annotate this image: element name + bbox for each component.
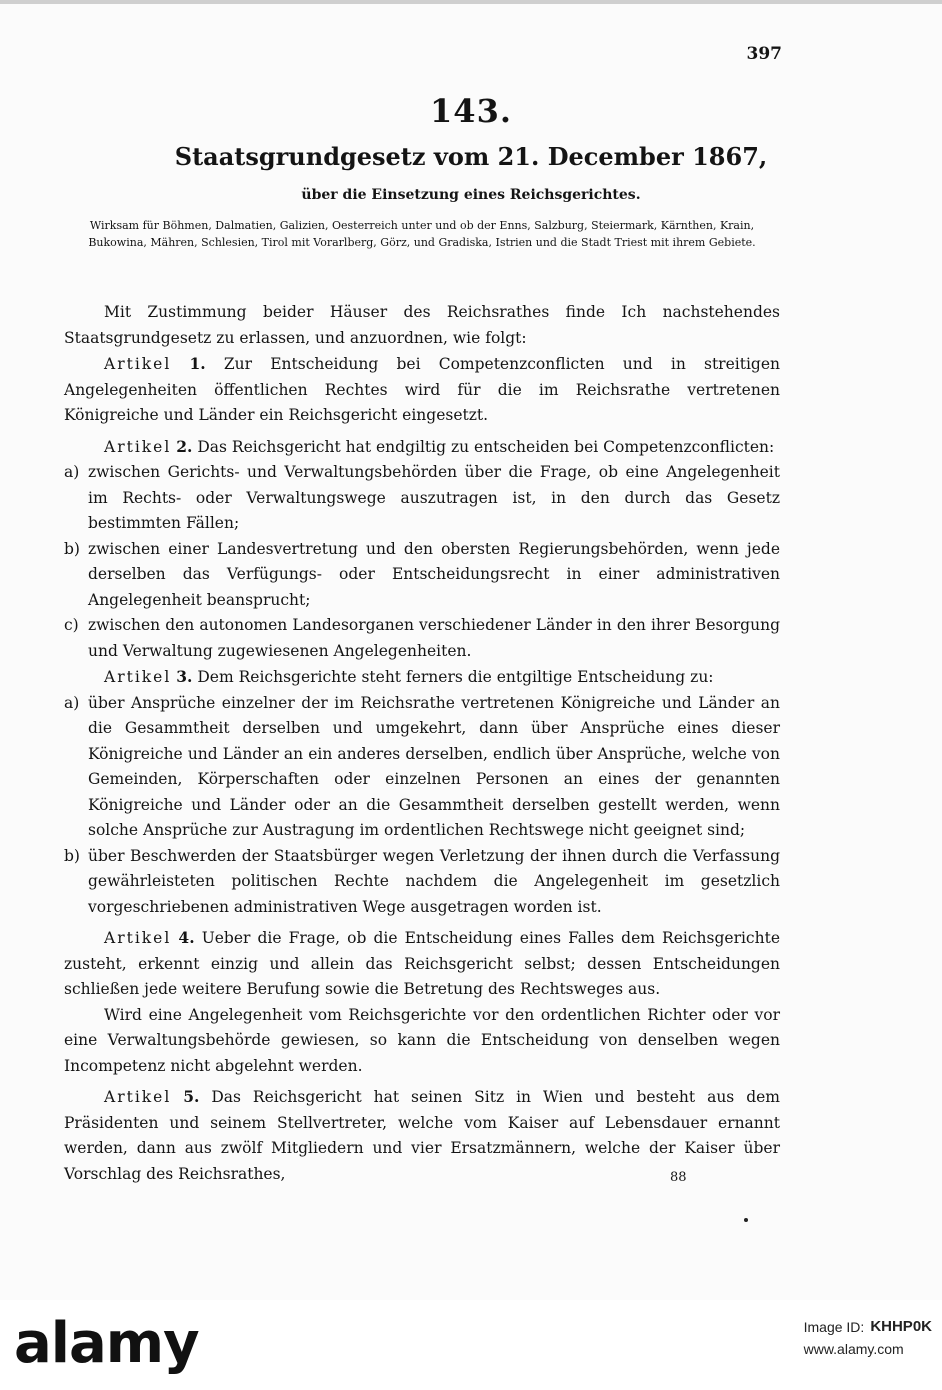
article-label: Artikel xyxy=(104,1088,172,1106)
list-item xyxy=(64,613,780,664)
item-text: zwischen einer Landesvertretung und den obersten Regierungsbehörden, wenn jede derselben das Verfügungs- oder Entscheidungsrecht in einer administrativen Angelegenheit beansprucht; xyxy=(88,539,780,609)
article-number: 3. xyxy=(176,667,193,686)
scope-note: Wirksam für Böhmen, Dalmatien, Galizien, Oesterreich unter und ob der Enns, Salzburg, Steiermark, Kärnthen, Krain, Bukowina, Mähren, Schlesien, Tirol mit Vorarlberg, Görz, und Gradiska, Istrien und die Stadt Triest mit ihrem Gebiete. xyxy=(88,219,756,249)
stock-banner xyxy=(0,1300,942,1390)
article-text: Dem Reichsgerichte steht ferners die entgiltige Entscheidung zu: xyxy=(197,668,714,686)
article-1 xyxy=(64,351,780,429)
item-text: zwischen den autonomen Landesorganen verschiedener Länder in den ihrer Besorgung und Verwaltung zugewiesenen Angelegenheiten. xyxy=(88,616,780,660)
sheet-signature: 88 xyxy=(670,1170,687,1185)
list-item xyxy=(64,844,780,921)
article-text: Ueber die Frage, ob die Entscheidung eines Falles dem Reichsgerichte zusteht, erkennt einzig und allein das Reichsgericht selbst; dessen Entscheidungen schließen jede weitere Berufung sowie die Betretung des Rechtsweges aus. xyxy=(64,929,780,998)
article-number: 4. xyxy=(178,928,195,947)
item-marker: b) xyxy=(64,539,80,558)
item-text: über Ansprüche einzelner der im Reichsrathe vertretenen Königreiche und Länder an die Gesammtheit derselben und umgekehrt, dann über Ansprüche eines dieser Königreiche und Länder an ein anderes derselben, endlich über Ansprüche, welche von Gemeinden, Körperschaften oder einzelnen Personen an eines der genannten Königreiche und Länder oder an die Gesammtheit derselben gestellt werden, wenn solche Ansprüche zur Austragung im ordentlichen Rechtswege nicht geeignet sind; xyxy=(88,693,780,839)
article-text: Das Reichsgericht hat endgiltig zu entscheiden bei Competenzconflicten: xyxy=(197,437,775,456)
item-marker: a) xyxy=(64,463,80,481)
page-number: 397 xyxy=(746,44,782,64)
list-item xyxy=(64,691,780,844)
article-text: Das Reichsgericht hat seinen Sitz in Wien und besteht aus dem Präsidenten und seinem Stellvertreter, welche vom Kaiser auf Lebensdauer ernannt werden, dann aus zwölf Mitgliedern und vier Ersatzmännern, welche der Kaiser über Vorschlag des Reichsrathes, xyxy=(64,1088,780,1183)
law-number: 143. xyxy=(430,92,512,130)
item-marker: b) xyxy=(64,846,80,865)
item-text: zwischen Gerichts- und Verwaltungsbehörden über die Frage, ob eine Angelegenheit im Rechts- oder Verwaltungswege auszutragen ist, in den durch das Gesetz bestimmten Fällen; xyxy=(88,463,780,532)
law-subtitle: über die Einsetzung eines Reichsgerichtes. xyxy=(301,187,641,203)
article-label: Artikel xyxy=(104,668,172,686)
item-marker: a) xyxy=(64,693,80,712)
item-text: über Beschwerden der Staatsbürger wegen Verletzung der ihnen durch die Verfassung gewährleisteten politischen Rechte nachdem die Angelegenheit im gesetzlich vorgeschriebenen administrativen Wege ausgetragen worden ist. xyxy=(88,846,780,916)
article-label: Artikel xyxy=(104,929,172,947)
law-body xyxy=(64,300,780,1187)
article-text: Zur Entscheidung bei Competenzconflicten und in streitigen Angelegenheiten öffentlichen Rechtes wird für die im Reichsrathe vertretenen Königreiche und Länder ein Reichsgericht eingesetzt. xyxy=(64,355,780,424)
image-meta xyxy=(804,1316,932,1360)
brand-logo: alamy xyxy=(14,1311,199,1376)
article-4-paragraph-2: Wird eine Angelegenheit vom Reichsgerichte vor den ordentlichen Richter oder vor eine Verwaltungsbehörde gewiesen, so kann die Entscheidung von denselben wegen Incompetenz nicht abgelehnt werden. xyxy=(64,1005,780,1075)
article-2 xyxy=(64,434,780,461)
site-url: www.alamy.com xyxy=(803,1341,904,1357)
scan-speck xyxy=(744,1218,748,1222)
list-item xyxy=(64,537,780,614)
item-marker: c) xyxy=(64,616,79,634)
intro-paragraph: Mit Zustimmung beider Häuser des Reichsrathes finde Ich nachstehendes Staatsgrundgesetz zu erlassen, und anzuordnen, wie folgt: xyxy=(64,303,780,347)
article-label: Artikel xyxy=(104,355,172,373)
article-number: 1. xyxy=(189,354,206,373)
article-number: 2. xyxy=(176,436,193,456)
image-id: KHHP0K xyxy=(870,1318,932,1335)
article-3 xyxy=(64,664,780,691)
list-item xyxy=(64,460,780,537)
article-4 xyxy=(64,925,780,1003)
article-number: 5. xyxy=(183,1087,200,1106)
article-label: Artikel xyxy=(104,437,172,456)
image-id-label: Image ID: xyxy=(803,1319,865,1335)
image-id-row xyxy=(804,1316,932,1338)
law-title: Staatsgrundgesetz vom 21. December 1867, xyxy=(174,142,768,171)
